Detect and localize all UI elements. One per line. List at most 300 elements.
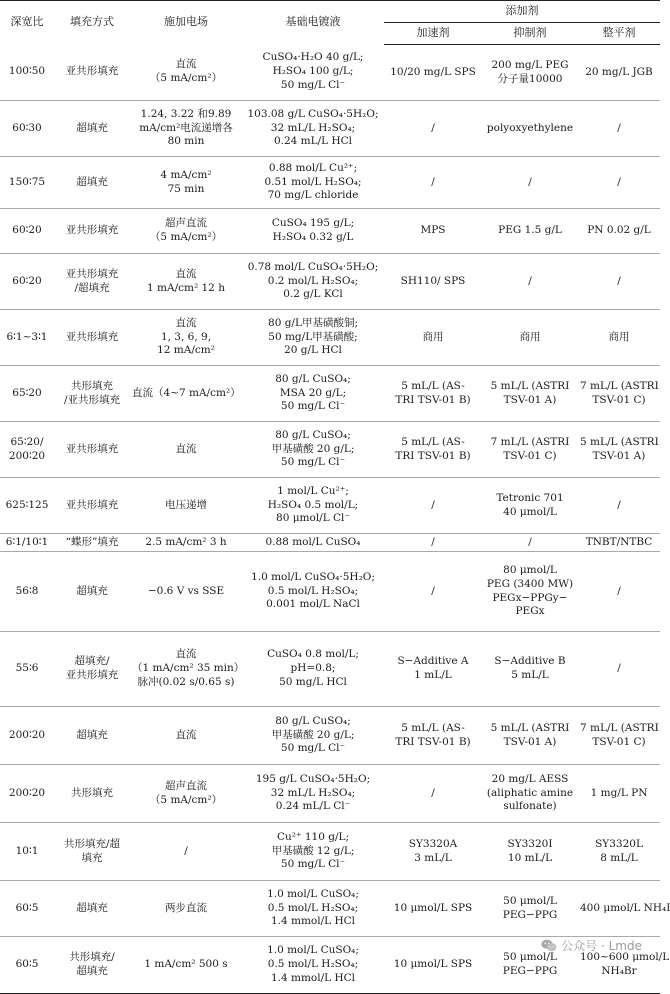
header-suppressor: 抑制剂	[482, 23, 578, 45]
cell-line: 12 mA/cm²	[157, 344, 215, 357]
cell-suppressor	[482, 552, 578, 632]
cell-accelerator	[384, 101, 482, 157]
cell-line: 1.24, 3.22 和9.89	[140, 107, 232, 120]
cell-line: H₂SO₄ 100 g/L;	[272, 65, 354, 78]
cell-line: 200 mg/L PEG	[491, 58, 569, 71]
cell-line: mA/cm²电流递增各	[139, 121, 233, 134]
cell-accelerator	[384, 823, 482, 881]
cell-base-bath	[242, 45, 384, 101]
cell-line: S−Additive B	[494, 655, 566, 668]
cell-suppressor	[482, 254, 578, 310]
cell-line: TSV-01 C)	[592, 735, 646, 748]
cell-line: 10/20 mg/L SPS	[390, 65, 476, 78]
header-applied-field: 施加电场	[130, 1, 242, 45]
cell-line: SY3320I	[507, 837, 553, 850]
wechat-icon	[541, 939, 557, 952]
table-row	[0, 881, 660, 937]
cell-line: 超填充	[76, 901, 108, 914]
cell-line: 甲基磺酸 12 g/L;	[271, 844, 355, 857]
cell-line: 10∶1	[15, 844, 39, 857]
cell-accelerator	[384, 881, 482, 937]
cell-base-bath	[242, 937, 384, 994]
cell-applied-field	[130, 707, 242, 765]
cell-applied-field	[130, 45, 242, 101]
cell-line: S−Additive A	[397, 655, 469, 668]
cell-line: 直流	[175, 58, 197, 71]
cell-line: 80 μmol/L Cl⁻	[276, 512, 350, 525]
cell-line: 商用	[519, 330, 541, 343]
cell-line: 5 mL/L (ASTRI	[490, 379, 570, 392]
cell-line: TRI TSV-01 B)	[395, 449, 471, 462]
table-row	[0, 707, 660, 765]
cell-suppressor	[482, 632, 578, 707]
header-additive-group: 添加剂	[384, 1, 660, 23]
cell-line: 50 mg/L甲基磺酸;	[268, 330, 358, 343]
cell-line: 亚共形填充	[65, 267, 119, 280]
cell-applied-field	[130, 765, 242, 823]
cell-line: 0.5 mol/L H₂SO₄;	[267, 958, 359, 971]
cell-line: 1.0 mol/L CuSO₄;	[267, 887, 359, 900]
cell-line: 超声直流	[165, 217, 207, 230]
cell-line: 5 mL/L (AS-	[401, 721, 465, 734]
cell-line: 1, 3, 6, 9,	[160, 330, 212, 343]
cell-line: /	[431, 786, 435, 799]
cell-line: Tetronic 701	[496, 491, 564, 504]
cell-line: 7 mL/L (ASTRI	[580, 379, 659, 392]
cell-fill-mode	[54, 707, 130, 765]
cell-line: 65∶20	[12, 386, 42, 399]
cell-line: /	[617, 584, 621, 597]
cell-line: PN 0.02 g/L	[587, 224, 651, 237]
header-leveler: 整平剂	[578, 23, 660, 45]
cell-suppressor	[482, 422, 578, 478]
cell-fill-mode	[54, 157, 130, 209]
header-ratio: 深宽比	[0, 1, 54, 45]
table-row	[0, 254, 660, 310]
cell-line: sulfonate)	[503, 800, 557, 813]
cell-line: （5 mA/cm²）	[149, 793, 223, 806]
cell-line: /	[431, 121, 435, 134]
cell-applied-field	[130, 823, 242, 881]
cell-ratio	[0, 45, 54, 101]
cell-line: /	[184, 844, 188, 857]
cell-base-bath	[242, 478, 384, 534]
table-row	[0, 157, 660, 209]
cell-base-bath	[242, 157, 384, 209]
cell-line: 0.2 g/L KCl	[283, 288, 343, 301]
cell-line: 50 μmol/L	[503, 894, 557, 907]
header-fill-mode: 填充方式	[54, 1, 130, 45]
cell-line: /	[431, 175, 435, 188]
cell-accelerator	[384, 534, 482, 552]
cell-line: /	[528, 274, 532, 287]
cell-line: PEGx	[515, 605, 545, 618]
cell-line: 0.2 mol/L H₂SO₄;	[267, 274, 359, 287]
cell-leveler	[578, 707, 660, 765]
cell-suppressor	[482, 881, 578, 937]
cell-line: 8 mL/L	[600, 851, 638, 864]
cell-line: 75 min	[167, 182, 205, 195]
cell-fill-mode	[54, 881, 130, 937]
cell-base-bath	[242, 881, 384, 937]
cell-line: 填充	[81, 851, 103, 864]
cell-ratio	[0, 157, 54, 209]
cell-line: /	[617, 662, 621, 675]
cell-accelerator	[384, 937, 482, 994]
cell-fill-mode	[54, 937, 130, 994]
cell-line: 40 μmol/L	[503, 505, 557, 518]
cell-line: 1 mL/L	[414, 669, 452, 681]
table-body	[0, 45, 670, 994]
cell-ratio	[0, 209, 54, 254]
cell-base-bath	[242, 765, 384, 823]
cell-leveler	[578, 534, 660, 552]
cell-line: TRI TSV-01 B)	[395, 735, 471, 748]
cell-leveler	[578, 552, 660, 632]
cell-base-bath	[242, 310, 384, 366]
cell-line: 50 mg/L HCl	[279, 675, 347, 688]
cell-leveler	[578, 101, 660, 157]
cell-suppressor	[482, 707, 578, 765]
cell-accelerator	[384, 765, 482, 823]
cell-leveler	[578, 478, 660, 534]
cell-line: 1 mg/L PN	[590, 786, 648, 799]
cell-line: 625∶125	[5, 498, 49, 511]
cell-line: /	[617, 175, 621, 188]
cell-line: 亚共形填充	[65, 669, 119, 681]
cell-leveler	[578, 422, 660, 478]
cell-fill-mode	[54, 478, 130, 534]
cell-line: 20 mg/L AESS	[491, 772, 569, 785]
cell-line: pH=0.8;	[290, 662, 336, 675]
cell-line: 超声直流	[165, 779, 207, 792]
table-row	[0, 478, 660, 534]
cell-leveler	[578, 881, 670, 937]
cell-line: 80 g/L CuSO₄;	[275, 372, 351, 385]
cell-accelerator	[384, 310, 482, 366]
cell-line: 电压递增	[165, 498, 207, 511]
cell-line: 32 mL/L H₂SO₄;	[270, 121, 356, 134]
cell-line: 甲基磺酸 20 g/L;	[271, 442, 355, 455]
cell-line: H₂SO₄ 0.32 g/L	[272, 231, 354, 243]
cell-suppressor	[482, 478, 578, 534]
cell-applied-field	[130, 157, 242, 209]
cell-line: NH₄Br	[601, 965, 637, 977]
cell-line: （1 mA/cm² 35 min）	[132, 662, 245, 675]
cell-leveler	[578, 310, 660, 366]
cell-applied-field	[130, 310, 242, 366]
table-row	[0, 310, 660, 366]
cell-applied-field	[130, 881, 242, 937]
cell-line: 103.08 g/L CuSO₄·5H₂O;	[247, 107, 379, 120]
cell-line: 60∶20	[12, 274, 42, 287]
cell-fill-mode	[54, 765, 130, 823]
cell-line: MPS	[420, 224, 446, 237]
table-row	[0, 823, 660, 881]
cell-base-bath	[242, 552, 384, 632]
cell-line: 200∶20	[8, 786, 46, 799]
table-row	[0, 101, 660, 157]
cell-line: 商用	[422, 330, 444, 343]
cell-suppressor	[482, 823, 578, 881]
cell-line: 150∶75	[8, 175, 46, 188]
cell-line: 超填充	[76, 121, 108, 134]
cell-fill-mode	[54, 254, 130, 310]
cell-base-bath	[242, 209, 384, 254]
cell-line: 10 μmol/L SPS	[393, 958, 473, 971]
cell-line: PEG (3400 MW)	[486, 577, 574, 590]
cell-line: 20 g/L HCl	[284, 344, 342, 357]
cell-line: 100~600 μmol/L	[580, 951, 670, 964]
cell-line: 4 mA/cm²	[160, 168, 212, 181]
cell-ratio	[0, 632, 54, 707]
cell-line: 超填充	[76, 175, 108, 188]
cell-line: H₂SO₄ 0.5 mol/L;	[267, 498, 359, 511]
cell-base-bath	[242, 632, 384, 707]
cell-line: 0.88 mol/L CuSO₄	[265, 535, 361, 548]
cell-line: /亚共形填充	[63, 393, 121, 406]
cell-line: 80 min	[167, 135, 205, 148]
cell-line: TSV-01 C)	[503, 449, 557, 462]
cell-line: 0.001 mol/L NaCl	[266, 598, 360, 611]
cell-line: 1.0 mol/L CuSO₄·5H₂O;	[251, 570, 375, 583]
cell-line: 亚共形填充	[65, 330, 119, 343]
cell-line: 80 μmol/L	[503, 563, 557, 576]
cell-line: PEG−PPG	[502, 965, 558, 977]
cell-line: 32 mL/L H₂SO₄;	[270, 786, 356, 799]
table-row	[0, 422, 660, 478]
cell-line: 3 mL/L	[414, 851, 452, 864]
header-base-bath: 基础电镀液	[242, 1, 384, 45]
cell-applied-field	[130, 552, 242, 632]
cell-applied-field	[130, 254, 242, 310]
cell-line: 195 g/L CuSO₄·5H₂O;	[255, 772, 371, 785]
cell-suppressor	[482, 157, 578, 209]
cell-line: 亚共形填充	[65, 224, 119, 237]
cell-line: TSV-01 A)	[503, 393, 557, 406]
cell-line: 超填充	[76, 965, 108, 977]
cell-fill-mode	[54, 552, 130, 632]
cell-base-bath	[242, 823, 384, 881]
cell-applied-field	[130, 366, 242, 422]
cell-ratio	[0, 422, 54, 478]
cell-line: 超填充/	[74, 655, 110, 668]
cell-line: /	[617, 498, 621, 511]
cell-fill-mode	[54, 422, 130, 478]
cell-line: 1 mA/cm² 500 s	[144, 958, 228, 971]
table-row	[0, 552, 660, 632]
cell-leveler	[578, 366, 660, 422]
cell-line: 7 mL/L (ASTRI	[580, 721, 659, 734]
cell-line: /	[431, 498, 435, 511]
cell-accelerator	[384, 422, 482, 478]
cell-fill-mode	[54, 632, 130, 707]
cell-line: SY3320A	[408, 837, 458, 850]
cell-line: 脉冲(0.02 s/0.65 s)	[137, 675, 235, 688]
cell-line: 分子量10000	[497, 72, 563, 85]
cell-line: 55∶6	[15, 662, 39, 675]
cell-line: 5 mL/L (ASTRI	[490, 721, 570, 734]
cell-line: 65∶20/	[10, 435, 44, 448]
cell-line: 70 mg/L chloride	[267, 189, 359, 202]
cell-ratio	[0, 881, 54, 937]
cell-ratio	[0, 310, 54, 366]
cell-line: polyoxyethylene	[486, 121, 574, 134]
cell-leveler	[578, 157, 660, 209]
cell-suppressor	[482, 45, 578, 101]
cell-line: 50 mg/L Cl⁻	[280, 456, 346, 469]
cell-line: 50 μmol/L	[503, 951, 557, 964]
cell-base-bath	[242, 707, 384, 765]
cell-line: /	[431, 535, 435, 548]
cell-leveler	[578, 254, 660, 310]
cell-base-bath	[242, 366, 384, 422]
cell-fill-mode	[54, 101, 130, 157]
cell-line: 6∶1~3∶1	[6, 330, 48, 343]
cell-line: 2.5 mA/cm² 3 h	[145, 535, 227, 548]
cell-line: 直流	[175, 316, 197, 329]
cell-base-bath	[242, 422, 384, 478]
cell-applied-field	[130, 632, 245, 707]
cell-line: 60∶5	[15, 901, 39, 914]
cell-fill-mode	[54, 209, 130, 254]
cell-line: 共形填充	[71, 379, 113, 392]
cell-line: 10 mL/L	[507, 851, 553, 864]
cell-line: 共形填充	[71, 786, 113, 799]
cell-accelerator	[384, 478, 482, 534]
cell-line: 1.4 mmol/L HCl	[270, 971, 356, 984]
cell-suppressor	[482, 209, 578, 254]
cell-leveler	[578, 209, 660, 254]
cell-line: TSV-01 A)	[592, 449, 646, 462]
cell-applied-field	[130, 478, 242, 534]
cell-accelerator	[384, 209, 482, 254]
table-row	[0, 534, 660, 552]
cell-suppressor	[482, 310, 578, 366]
cell-line: TRI TSV-01 B)	[395, 393, 471, 406]
table-row	[0, 209, 660, 254]
cell-line: 50 mg/L Cl⁻	[280, 858, 346, 871]
cell-ratio	[0, 552, 54, 632]
cell-ratio	[0, 254, 54, 310]
cell-line: 直流（4~7 mA/cm²）	[132, 386, 241, 399]
cell-ratio	[0, 366, 54, 422]
cell-line: 56∶8	[15, 584, 39, 597]
cell-line: （5 mA/cm²）	[149, 231, 223, 243]
cell-line: 60∶20	[12, 224, 42, 237]
cell-line: 0.78 mol/L CuSO₄·5H₂O;	[247, 260, 379, 273]
cell-line: CuSO₄·H₂O 40 g/L;	[262, 51, 364, 64]
cell-line: 1 mol/L Cu²⁺;	[277, 484, 349, 497]
cell-leveler	[578, 45, 660, 101]
cell-line: TSV-01 A)	[503, 735, 557, 748]
cell-line: 超填充	[76, 584, 108, 597]
cell-line: 60∶30	[12, 121, 42, 134]
cell-line: 商用	[608, 330, 630, 343]
cell-line: 1.4 mmol/L HCl	[270, 915, 356, 928]
cell-leveler	[578, 765, 660, 823]
cell-applied-field	[130, 937, 242, 994]
cell-ratio	[0, 534, 54, 552]
cell-line: 0.5 mol/L H₂SO₄;	[267, 584, 359, 597]
cell-applied-field	[130, 209, 242, 254]
cell-line: 400 μmol/L NH₄I	[580, 901, 670, 914]
cell-line: 7 mL/L (ASTRI	[490, 435, 570, 448]
cell-line: 超填充	[76, 728, 108, 741]
cell-ratio	[0, 478, 54, 534]
cell-base-bath	[242, 534, 384, 552]
cell-line: CuSO₄ 0.8 mol/L;	[267, 648, 359, 661]
cell-line: 直流	[175, 728, 197, 741]
cell-line: 50 mg/L Cl⁻	[280, 400, 346, 413]
cell-line: 200∶20	[8, 449, 46, 462]
cell-line: /	[431, 584, 435, 597]
cell-leveler	[578, 823, 660, 881]
table-row	[0, 765, 660, 823]
cell-line: 5 mL/L (AS-	[401, 379, 465, 392]
header-accelerator: 加速剂	[384, 23, 482, 45]
cell-applied-field	[130, 422, 242, 478]
cell-line: PEG−PPG	[502, 908, 558, 921]
cell-line: 亚共形填充	[65, 498, 119, 511]
cell-applied-field	[130, 101, 242, 157]
table-row	[0, 366, 660, 422]
cell-line: /	[528, 175, 532, 188]
cell-ratio	[0, 101, 54, 157]
cell-line: SH110/ SPS	[400, 274, 466, 287]
watermark-text: 公众号 · Lmde	[561, 939, 642, 953]
cell-base-bath	[242, 101, 384, 157]
cell-suppressor	[482, 101, 578, 157]
cell-line: （5 mA/cm²）	[149, 72, 223, 85]
cell-line: 5 mL/L	[511, 669, 549, 681]
cell-line: 5 mL/L (ASTRI	[580, 435, 659, 448]
cell-line: “蝶形”填充	[65, 535, 119, 548]
cell-line: MSA 20 g/L;	[279, 386, 347, 399]
cell-accelerator	[384, 157, 482, 209]
cell-accelerator	[384, 45, 482, 101]
cell-line: 0.51 mol/L H₂SO₄;	[264, 175, 362, 188]
table-row	[0, 632, 660, 707]
cell-line: TNBT/NTBC	[585, 535, 653, 548]
cell-line: 0.5 mol/L H₂SO₄;	[267, 901, 359, 914]
cell-line: 50 mg/L Cl⁻	[280, 79, 346, 92]
cell-line: 亚共形填充	[65, 65, 119, 78]
watermark	[541, 937, 642, 954]
cell-line: 60∶5	[15, 958, 39, 971]
cell-base-bath	[242, 254, 384, 310]
cell-ratio	[0, 765, 54, 823]
cell-suppressor	[482, 366, 578, 422]
cell-line: 两步直流	[165, 901, 207, 914]
cell-line: TSV-01 C)	[592, 393, 646, 406]
cell-applied-field	[130, 534, 242, 552]
cell-fill-mode	[54, 823, 130, 881]
cell-line: 80 g/L CuSO₄;	[275, 714, 351, 727]
cell-line: 20 mg/L JGB	[585, 65, 653, 78]
cell-line: 80 g/L CuSO₄;	[275, 428, 351, 441]
cell-line: Cu²⁺ 110 g/L;	[276, 830, 350, 843]
cell-line: PEGx−PPGy−	[492, 591, 568, 604]
cell-line: 6∶1/10∶1	[5, 535, 49, 548]
cell-line: 0.24 mL/L Cl⁻	[275, 800, 351, 813]
cell-line: 0.24 mL/L HCl	[273, 135, 353, 148]
cell-line: PEG 1.5 g/L	[498, 224, 562, 237]
cell-line: 80 g/L甲基磺酸铜;	[268, 316, 358, 329]
cell-accelerator	[384, 366, 482, 422]
cell-line: 亚共形填充	[65, 442, 119, 455]
cell-line: /	[617, 274, 621, 287]
